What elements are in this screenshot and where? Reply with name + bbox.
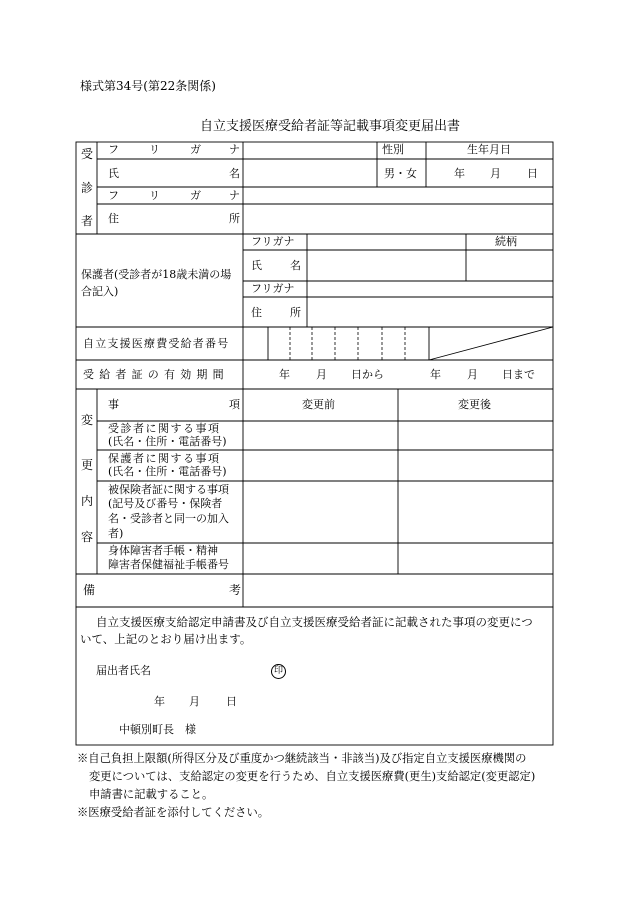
validity-start-year: 年 [279, 368, 290, 381]
date-month-label: 月 [189, 695, 200, 708]
patient-address-furigana-2: リ [149, 189, 160, 202]
change-row-3-line-3: 名・受診者と同一の加入 [108, 512, 229, 525]
birth-day-label: 日 [527, 167, 538, 180]
validity-end-year: 年 [430, 368, 441, 381]
date-day-label: 日 [226, 695, 237, 708]
change-row-3-line-4: 者) [108, 527, 124, 540]
note-line-2: 変更については、支給認定の変更を行うため、自立支援医療費(更生)支給認定(変更認定) [89, 770, 536, 783]
patient-furigana-3: ガ [190, 143, 201, 156]
change-item-header-1: 事 [108, 398, 119, 411]
remarks-label-2: 考 [229, 583, 242, 597]
seal-mark: 印 [271, 664, 286, 679]
guardian-name-label-2: 名 [290, 259, 301, 272]
change-item-header-2: 項 [229, 398, 240, 411]
guardian-address-label-2: 所 [290, 306, 301, 319]
declaration-line-1: 自立支援医療支給認定申請書及び自立支援医療受給者証に記載された事項の変更につ [96, 615, 533, 629]
birth-month-label: 月 [490, 167, 501, 180]
patient-furigana-1: フ [108, 143, 119, 156]
patient-name-label-1: 氏 [108, 167, 119, 180]
note-line-4: ※医療受給者証を添付してください。 [77, 806, 270, 819]
change-side-label-2: 更 [81, 458, 94, 472]
patient-address-furigana-1: フ [108, 189, 119, 202]
guardian-furigana-label: フリガナ [251, 235, 295, 248]
remarks-label-1: 備 [83, 583, 96, 597]
patient-address-furigana-4: ナ [229, 189, 240, 202]
form-number: 様式第34号(第22条関係) [80, 79, 216, 93]
patient-side-label-1: 受 [81, 147, 94, 161]
validity-start-month: 月 [316, 368, 327, 381]
change-row-4-line-1: 身体障害者手帳・精神 [108, 544, 218, 557]
note-line-1: ※自己負担上限額(所得区分及び重度かつ継続該当・非該当)及び指定自立支援医療機関の [77, 752, 527, 765]
birth-year-label: 年 [454, 167, 465, 180]
patient-side-label-3: 者 [81, 214, 94, 228]
change-row-2-line-1: 保護者に関する事項 [108, 452, 221, 465]
validity-end-day: 日まで [502, 368, 535, 381]
change-row-4-line-2: 障害者保健福祉手帳番号 [108, 558, 229, 571]
guardian-address-furigana-label: フリガナ [251, 282, 295, 295]
date-year-label: 年 [154, 695, 165, 708]
guardian-label: 保護者(受診者が18歳未満の場合記入) [81, 268, 232, 298]
change-side-label-3: 内 [81, 494, 94, 508]
applicant-label: 届出者氏名 [96, 664, 151, 677]
change-row-2-line-2: (氏名・住所・電話番号) [108, 465, 227, 478]
patient-address-label-1: 住 [108, 212, 119, 225]
declaration-line-2: いて、上記のとおり届け出ます。 [80, 632, 252, 646]
change-row-1-line-1: 受診者に関する事項 [108, 422, 221, 435]
birth-header: 生年月日 [467, 143, 511, 156]
patient-address-label-2: 所 [229, 212, 240, 225]
change-before-header: 変更前 [302, 398, 335, 411]
patient-furigana-4: ナ [229, 143, 240, 156]
page-title: 自立支援医療受給者証等記載事項変更届出書 [200, 119, 461, 134]
patient-furigana-2: リ [149, 143, 160, 156]
gender-header: 性別 [382, 143, 404, 156]
patient-name-label-2: 名 [229, 167, 240, 180]
note-line-3: 申請書に記載すること。 [89, 788, 214, 801]
gender-options[interactable]: 男・女 [384, 167, 417, 180]
guardian-name-label-1: 氏 [251, 259, 262, 272]
validity-end-month: 月 [467, 368, 478, 381]
patient-address-furigana-3: ガ [190, 189, 201, 202]
guardian-relation-label: 続柄 [495, 235, 517, 248]
change-side-label-1: 変 [81, 413, 94, 427]
change-row-1-line-2: (氏名・住所・電話番号) [108, 435, 227, 448]
validity-start-day: 日から [351, 368, 384, 381]
change-row-3-line-1: 被保険者証に関する事項 [108, 483, 229, 496]
validity-label: 受給者証の有効期間 [83, 368, 229, 381]
addressee: 中頓別町長 様 [119, 723, 196, 736]
change-after-header: 変更後 [458, 398, 491, 411]
recipient-number-label: 自立支援医療費受給者番号 [83, 337, 230, 350]
change-side-label-4: 容 [81, 530, 94, 544]
guardian-address-label-1: 住 [251, 306, 262, 319]
patient-side-label-2: 診 [81, 181, 94, 195]
change-row-3-line-2: (記号及び番号・保険者 [108, 497, 223, 510]
